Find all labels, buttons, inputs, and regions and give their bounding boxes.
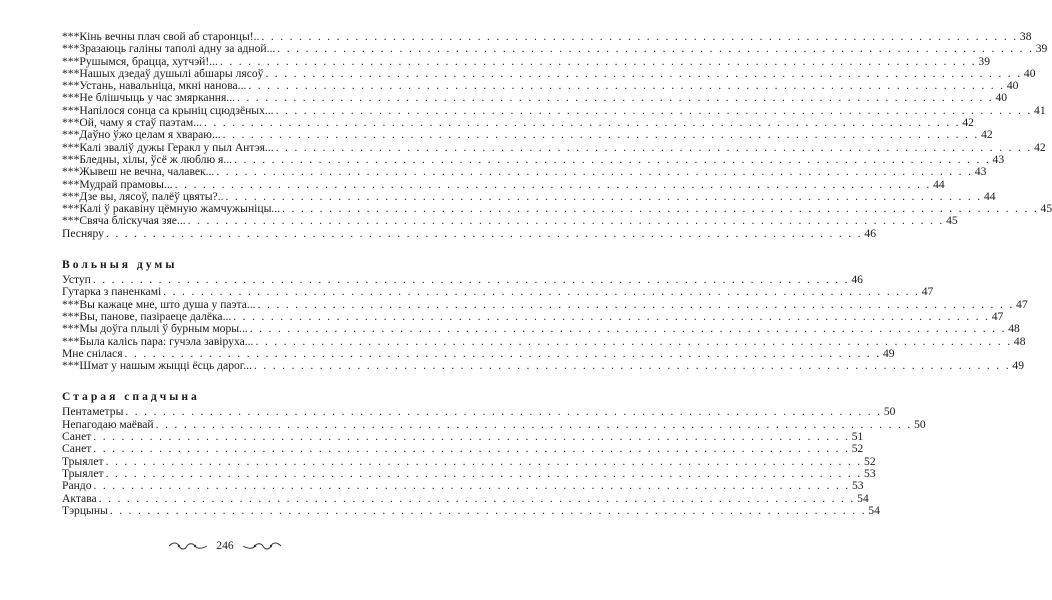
dot-leader: . . . . . . . . . . . . . . . . . . . . . . . . . . . . . . . . . . . . . . . . . . . . . . . . . . . . . . . . . . . . . . . . . . . . . . . . . . . . . . . . . [219,54,977,68]
entry-title: Мне снілася [62,346,123,360]
toc-entry [62,177,945,191]
entry-page-number: 39 [978,54,990,68]
entry-title: Актава [62,491,97,505]
dot-leader: . . . . . . . . . . . . . . . . . . . . . . . . . . . . . . . . . . . . . . . . . . . . . . . . . . . . . . . . . . . . . . . . . . . . . . . . . . . . . . . . . [109,503,867,517]
entry-page-number: 41 [1034,103,1046,117]
dot-leader: . . . . . . . . . . . . . . . . . . . . . . . . . . . . . . . . . . . . . . . . . . . . . . . . . . . . . . . . . . . . . . . . . . . . . . . . . . . . . . . . . [93,430,850,444]
entry-title: ***Нашых дзедаў душылі абшары лясоў [62,66,264,80]
dot-leader: . . . . . . . . . . . . . . . . . . . . . . . . . . . . . . . . . . . . . . . . . . . . . . . . . . . . . . . . . . . . . . . . . . . . . . . . . . . . . . . . . [257,297,1015,311]
dot-leader: . . . . . . . . . . . . . . . . . . . . . . . . . . . . . . . . . . . . . . . . . . . . . . . . . . . . . . . . . . . . . . . . . . . . . . . . . . . . . . . . . [124,346,881,360]
toc-entry [62,322,1020,336]
dot-leader: . . . . . . . . . . . . . . . . . . . . . . . . . . . . . . . . . . . . . . . . . . . . . . . . . . . . . . . . . . . . . . . . . . . . . . . . . . . . . . . . . [237,91,994,105]
entry-page-number: 53 [851,479,864,493]
dot-leader: . . . . . . . . . . . . . . . . . . . . . . . . . . . . . . . . . . . . . . . . . . . . . . . . . . . . . . . . . . . . . . . . . . . . . . . . . . . . . . . . . [105,226,863,240]
right-flourish-icon [242,542,282,550]
entry-title: Пентаметры [62,405,124,419]
dot-leader: . . . . . . . . . . . . . . . . . . . . . . . . . . . . . . . . . . . . . . . . . . . . . . . . . . . . . . . . . . . . . . . . . . . . . . . . . . . . . . . . . [98,491,856,505]
dot-leader: . . . . . . . . . . . . . . . . . . . . . . . . . . . . . . . . . . . . . . . . . . . . . . . . . . . . . . . . . . . . . . . . . . . . . . . . . . . . . . . . . [249,322,1007,336]
dot-leader: . . . . . . . . . . . . . . . . . . . . . . . . . . . . . . . . . . . . . . . . . . . . . . . . . . . . . . . . . . . . . . . . . . . . . . . . . . . . . . . . . [93,442,850,456]
toc-section-staraya-spadchyna [62,405,926,517]
entry-title: ***Не блішчыць у час змяркання... [62,91,236,105]
toc-entry [62,165,987,179]
dot-leader: . . . . . . . . . . . . . . . . . . . . . . . . . . . . . . . . . . . . . . . . . . . . . . . . . . . . . . . . . . . . . . . . . . . . . . . . . . . . . . . . . [93,479,850,493]
entry-title: ***Зразаюць галіны таполі адну за адной... [62,42,276,56]
entry-title: ***Ой, чаму я стаў паэтам... [62,116,202,130]
entry-page-number: 52 [864,454,876,468]
entry-title: ***Шмат у нашым жыцці ёсць дарог... [62,359,252,373]
table-of-contents [62,30,1052,517]
dot-leader: . . . . . . . . . . . . . . . . . . . . . . . . . . . . . . . . . . . . . . . . . . . . . . . . . . . . . . . . . . . . . . . . . . . . . . . . . . . . . . . . . [216,165,973,179]
section-gap [62,372,320,390]
left-flourish-icon [168,542,208,550]
entry-title: ***Дзе вы, лясоў, палёў цвяты?.. [62,189,224,203]
toc-entry [62,128,993,142]
toc-entry [62,214,958,228]
entry-page-number: 47 [921,285,934,299]
dot-leader: . . . . . . . . . . . . . . . . . . . . . . . . . . . . . . . . . . . . . . . . . . . . . . . . . . . . . . . . . . . . . . . . . . . . . . . . . . . . . . . . . [234,152,991,166]
toc-entry [62,285,934,299]
entry-page-number: 51 [851,430,864,444]
dot-leader: . . . . . . . . . . . . . . . . . . . . . . . . . . . . . . . . . . . . . . . . . . . . . . . . . . . . . . . . . . . . . . . . . . . . . . . . . . . . . . . . . [255,334,1012,348]
toc-entry [62,226,876,240]
entry-page-number: 50 [883,405,896,419]
section-heading-staraya-spadchyna: Старая спадчына [62,390,200,404]
toc-entry [62,503,880,517]
entry-title: ***Бледны, хілы, ўсё ж люблю я... [62,152,233,166]
entry-title: ***Мы доўга плылі ў бурным моры... [62,322,248,336]
entry-page-number: 43 [974,165,987,179]
toc-entry [62,334,1026,348]
entry-page-number: 45 [946,214,958,228]
entry-page-number: 50 [914,417,926,431]
dot-leader: . . . . . . . . . . . . . . . . . . . . . . . . . . . . . . . . . . . . . . . . . . . . . . . . . . . . . . . . . . . . . . . . . . . . . . . . . . . . . . . . . [225,189,982,203]
dot-leader: . . . . . . . . . . . . . . . . . . . . . . . . . . . . . . . . . . . . . . . . . . . . . . . . . . . . . . . . . . . . . . . . . . . . . . . . . . . . . . . . . [275,140,1033,154]
entry-title: ***Мудрай прамовы... [62,177,173,191]
entry-title: ***Устань, навальніца, мкні нанова... [62,79,247,93]
entry-title: ***Вы, панове, пазіраеце далёка... [62,309,232,323]
dot-leader: . . . . . . . . . . . . . . . . . . . . . . . . . . . . . . . . . . . . . . . . . . . . . . . . . . . . . . . . . . . . . . . . . . . . . . . . . . . . . . . . . [282,202,1039,216]
dot-leader: . . . . . . . . . . . . . . . . . . . . . . . . . . . . . . . . . . . . . . . . . . . . . . . . . . . . . . . . . . . . . . . . . . . . . . . . . . . . . . . . . [155,417,913,431]
dot-leader: . . . . . . . . . . . . . . . . . . . . . . . . . . . . . . . . . . . . . . . . . . . . . . . . . . . . . . . . . . . . . . . . . . . . . . . . . . . . . . . . . [261,30,1018,43]
toc-entry [62,42,1048,56]
entry-title: Песняру [62,226,104,240]
entry-title: ***Кінь вечны плач свой аб старонцы!.. [62,30,260,43]
entry-page-number: 40 [1006,79,1019,93]
entry-page-number: 40 [995,91,1008,105]
entry-page-number: 49 [883,346,895,360]
dot-leader: . . . . . . . . . . . . . . . . . . . . . . . . . . . . . . . . . . . . . . . . . . . . . . . . . . . . . . . . . . . . . . . . . . . . . . . . . . . . . . . . . [92,273,850,287]
entry-page-number: 46 [851,273,863,287]
entry-title: ***Калі зваліў дужы Геракл у пыл Антэя... [62,140,274,154]
page-number: 246 [216,539,234,552]
entry-page-number: 49 [1012,359,1024,373]
entry-page-number: 42 [962,116,974,130]
entry-title: Санет [62,442,92,456]
entry-title: ***Напілося сонца са крыніц сцюдзёных... [62,103,274,117]
entry-title: ***Рушымся, браццa, хутчэй!... [62,54,218,68]
toc-entry [62,91,1008,105]
dot-leader: . . . . . . . . . . . . . . . . . . . . . . . . . . . . . . . . . . . . . . . . . . . . . . . . . . . . . . . . . . . . . . . . . . . . . . . . . . . . . . . . . [253,359,1011,373]
entry-title: Трыялет [62,466,104,480]
dot-leader: . . . . . . . . . . . . . . . . . . . . . . . . . . . . . . . . . . . . . . . . . . . . . . . . . . . . . . . . . . . . . . . . . . . . . . . . . . . . . . . . . [222,128,980,142]
dot-leader: . . . . . . . . . . . . . . . . . . . . . . . . . . . . . . . . . . . . . . . . . . . . . . . . . . . . . . . . . . . . . . . . . . . . . . . . . . . . . . . . . [163,285,920,299]
toc-section-untitled [62,30,1052,240]
dot-leader: . . . . . . . . . . . . . . . . . . . . . . . . . . . . . . . . . . . . . . . . . . . . . . . . . . . . . . . . . . . . . . . . . . . . . . . . . . . . . . . . . [105,454,863,468]
entry-page-number: 40 [1023,66,1036,80]
entry-page-number: 48 [1008,322,1020,336]
entry-page-number: 47 [1016,297,1028,311]
section-gap [62,240,320,258]
entry-title: Рандо [62,479,92,493]
dot-leader: . . . . . . . . . . . . . . . . . . . . . . . . . . . . . . . . . . . . . . . . . . . . . . . . . . . . . . . . . . . . . . . . . . . . . . . . . . . . . . . . . [248,79,1005,93]
entry-page-number: 43 [992,152,1005,166]
entry-page-number: 42 [1034,140,1046,154]
dot-leader: . . . . . . . . . . . . . . . . . . . . . . . . . . . . . . . . . . . . . . . . . . . . . . . . . . . . . . . . . . . . . . . . . . . . . . . . . . . . . . . . . [125,405,882,419]
entry-page-number: 44 [933,177,945,191]
entry-title: ***Даўно ўжо целам я хвараю... [62,128,221,142]
page-footer [0,539,450,552]
entry-page-number: 52 [851,442,864,456]
entry-title: Санет [62,430,92,444]
entry-page-number: 47 [991,309,1004,323]
entry-page-number: 38 [1019,30,1032,43]
section-heading-volnyya-dumy: Вольныя думы [62,258,178,272]
entry-title: Тэрцыны [62,503,108,517]
dot-leader: . . . . . . . . . . . . . . . . . . . . . . . . . . . . . . . . . . . . . . . . . . . . . . . . . . . . . . . . . . . . . . . . . . . . . . . . . . . . . . . . . [277,42,1034,56]
entry-title: Гутарка з паненкамі [62,285,162,299]
entry-page-number: 39 [1035,42,1048,56]
entry-title: ***Вы кажаце мне, што душа у паэта... [62,297,256,311]
toc-entry [62,405,896,419]
entry-page-number: 54 [868,503,880,517]
dot-leader: . . . . . . . . . . . . . . . . . . . . . . . . . . . . . . . . . . . . . . . . . . . . . . . . . . . . . . . . . . . . . . . . . . . . . . . . . . . . . . . . . [233,309,990,323]
toc-entry [62,491,869,505]
entry-title: Уступ [62,273,91,287]
toc-entry [62,442,864,456]
entry-page-number: 54 [857,491,869,505]
dot-leader: . . . . . . . . . . . . . . . . . . . . . . . . . . . . . . . . . . . . . . . . . . . . . . . . . . . . . . . . . . . . . . . . . . . . . . . . . . . . . . . . . [265,66,1022,80]
entry-page-number: 53 [864,466,876,480]
entry-title: ***Жывеш не вечна, чалавек... [62,165,215,179]
entry-page-number: 45 [1040,202,1052,216]
toc-section-volnyya-dumy [62,273,1028,373]
entry-title: ***Свяча бліскучая зяе... [62,214,186,228]
entry-title: Трыялет [62,454,104,468]
dot-leader: . . . . . . . . . . . . . . . . . . . . . . . . . . . . . . . . . . . . . . . . . . . . . . . . . . . . . . . . . . . . . . . . . . . . . . . . . . . . . . . . . [105,466,863,480]
entry-title: Непагодаю маёвай [62,417,154,431]
dot-leader: . . . . . . . . . . . . . . . . . . . . . . . . . . . . . . . . . . . . . . . . . . . . . . . . . . . . . . . . . . . . . . . . . . . . . . . . . . . . . . . . . [187,214,945,228]
entry-page-number: 46 [864,226,876,240]
entry-title: ***Была калісь пара: гучэла завіруха... [62,334,254,348]
dot-leader: . . . . . . . . . . . . . . . . . . . . . . . . . . . . . . . . . . . . . . . . . . . . . . . . . . . . . . . . . . . . . . . . . . . . . . . . . . . . . . . . . [275,103,1033,117]
entry-title: ***Калі ў ракавіну цёмную жамчужыніцы... [62,202,281,216]
toc-entry [62,359,1024,373]
entry-page-number: 44 [983,189,996,203]
dot-leader: . . . . . . . . . . . . . . . . . . . . . . . . . . . . . . . . . . . . . . . . . . . . . . . . . . . . . . . . . . . . . . . . . . . . . . . . . . . . . . . . . [174,177,932,191]
entry-page-number: 48 [1013,334,1026,348]
toc-entry [62,479,864,493]
entry-page-number: 42 [981,128,993,142]
dot-leader: . . . . . . . . . . . . . . . . . . . . . . . . . . . . . . . . . . . . . . . . . . . . . . . . . . . . . . . . . . . . . . . . . . . . . . . . . . . . . . . . . [203,116,961,130]
